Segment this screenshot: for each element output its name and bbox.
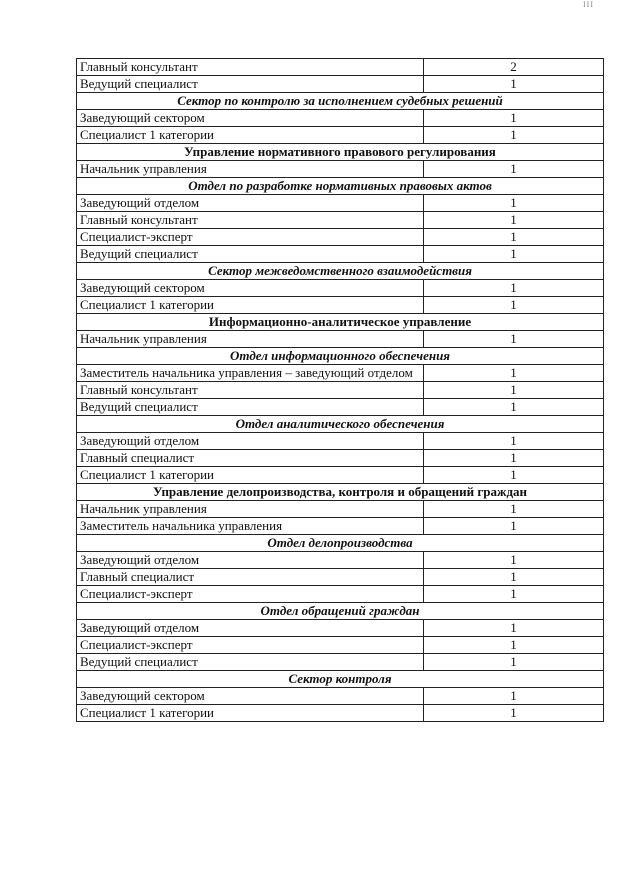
position-count: 1 bbox=[424, 518, 604, 535]
position-count: 1 bbox=[424, 229, 604, 246]
position-name: Начальник управления bbox=[77, 161, 424, 178]
section-title: Управление делопроизводства, контроля и обращений граждан bbox=[77, 484, 604, 501]
position-count: 1 bbox=[424, 195, 604, 212]
position-row bbox=[77, 433, 604, 450]
position-row bbox=[77, 297, 604, 314]
position-row bbox=[77, 229, 604, 246]
position-count: 1 bbox=[424, 382, 604, 399]
section-title: Отдел делопроизводства bbox=[77, 535, 604, 552]
position-count: 1 bbox=[424, 399, 604, 416]
position-name: Ведущий специалист bbox=[77, 76, 424, 93]
position-row bbox=[77, 518, 604, 535]
section-title: Информационно-аналитическое управление bbox=[77, 314, 604, 331]
position-name: Специалист-эксперт bbox=[77, 637, 424, 654]
position-row bbox=[77, 552, 604, 569]
position-row bbox=[77, 161, 604, 178]
position-count: 1 bbox=[424, 688, 604, 705]
position-name: Заместитель начальника управления – заведующий отделом bbox=[77, 365, 424, 382]
position-row bbox=[77, 212, 604, 229]
position-row bbox=[77, 246, 604, 263]
position-row bbox=[77, 586, 604, 603]
position-row bbox=[77, 467, 604, 484]
position-row bbox=[77, 110, 604, 127]
position-name: Главный консультант bbox=[77, 59, 424, 76]
position-count: 1 bbox=[424, 586, 604, 603]
staff-table bbox=[76, 58, 604, 722]
section-header-row bbox=[77, 671, 604, 688]
position-name: Заведующий сектором bbox=[77, 688, 424, 705]
section-title: Управление нормативного правового регулирования bbox=[77, 144, 604, 161]
section-title: Сектор по контролю за исполнением судебных решений bbox=[77, 93, 604, 110]
section-header-row bbox=[77, 416, 604, 433]
position-count: 1 bbox=[424, 110, 604, 127]
position-count: 1 bbox=[424, 620, 604, 637]
section-title: Сектор межведомственного взаимодействия bbox=[77, 263, 604, 280]
position-count: 1 bbox=[424, 654, 604, 671]
position-count: 1 bbox=[424, 331, 604, 348]
position-row bbox=[77, 637, 604, 654]
position-row bbox=[77, 382, 604, 399]
position-name: Специалист 1 категории bbox=[77, 705, 424, 722]
position-name: Главный специалист bbox=[77, 450, 424, 467]
position-count: 1 bbox=[424, 127, 604, 144]
section-title: Отдел информационного обеспечения bbox=[77, 348, 604, 365]
position-row bbox=[77, 620, 604, 637]
position-row bbox=[77, 399, 604, 416]
section-title: Отдел по разработке нормативных правовых актов bbox=[77, 178, 604, 195]
position-name: Специалист 1 категории bbox=[77, 127, 424, 144]
position-name: Ведущий специалист bbox=[77, 399, 424, 416]
position-name: Главный консультант bbox=[77, 382, 424, 399]
position-row bbox=[77, 654, 604, 671]
position-name: Начальник управления bbox=[77, 501, 424, 518]
position-count: 1 bbox=[424, 450, 604, 467]
position-name: Специалист-эксперт bbox=[77, 586, 424, 603]
position-count: 2 bbox=[424, 59, 604, 76]
section-header-row bbox=[77, 263, 604, 280]
position-row bbox=[77, 76, 604, 93]
position-row bbox=[77, 195, 604, 212]
section-header-row bbox=[77, 603, 604, 620]
section-header-row bbox=[77, 535, 604, 552]
position-name: Главный консультант bbox=[77, 212, 424, 229]
section-title: Отдел обращений граждан bbox=[77, 603, 604, 620]
section-header-row bbox=[77, 144, 604, 161]
position-row bbox=[77, 501, 604, 518]
position-name: Специалист-эксперт bbox=[77, 229, 424, 246]
position-name: Начальник управления bbox=[77, 331, 424, 348]
position-row bbox=[77, 331, 604, 348]
position-name: Заведующий сектором bbox=[77, 280, 424, 297]
page-mark: III bbox=[583, 0, 594, 9]
position-name: Заместитель начальника управления bbox=[77, 518, 424, 535]
position-count: 1 bbox=[424, 161, 604, 178]
section-title: Сектор контроля bbox=[77, 671, 604, 688]
position-count: 1 bbox=[424, 501, 604, 518]
section-header-row bbox=[77, 178, 604, 195]
position-count: 1 bbox=[424, 467, 604, 484]
position-row bbox=[77, 280, 604, 297]
position-name: Заведующий отделом bbox=[77, 433, 424, 450]
position-name: Заведующий отделом bbox=[77, 195, 424, 212]
position-row bbox=[77, 450, 604, 467]
position-count: 1 bbox=[424, 365, 604, 382]
position-count: 1 bbox=[424, 637, 604, 654]
position-count: 1 bbox=[424, 246, 604, 263]
position-row bbox=[77, 705, 604, 722]
position-name: Главный специалист bbox=[77, 569, 424, 586]
position-name: Заведующий сектором bbox=[77, 110, 424, 127]
position-count: 1 bbox=[424, 569, 604, 586]
position-name: Заведующий отделом bbox=[77, 552, 424, 569]
position-name: Специалист 1 категории bbox=[77, 297, 424, 314]
position-count: 1 bbox=[424, 280, 604, 297]
position-row bbox=[77, 569, 604, 586]
section-title: Отдел аналитического обеспечения bbox=[77, 416, 604, 433]
section-header-row bbox=[77, 348, 604, 365]
position-row bbox=[77, 688, 604, 705]
section-header-row bbox=[77, 93, 604, 110]
position-count: 1 bbox=[424, 552, 604, 569]
position-count: 1 bbox=[424, 76, 604, 93]
section-header-row bbox=[77, 484, 604, 501]
staff-table-body bbox=[77, 59, 604, 722]
section-header-row bbox=[77, 314, 604, 331]
position-name: Ведущий специалист bbox=[77, 246, 424, 263]
position-count: 1 bbox=[424, 212, 604, 229]
position-name: Ведущий специалист bbox=[77, 654, 424, 671]
position-row bbox=[77, 127, 604, 144]
position-row bbox=[77, 59, 604, 76]
position-count: 1 bbox=[424, 297, 604, 314]
position-name: Специалист 1 категории bbox=[77, 467, 424, 484]
position-name: Заведующий отделом bbox=[77, 620, 424, 637]
position-count: 1 bbox=[424, 433, 604, 450]
position-count: 1 bbox=[424, 705, 604, 722]
position-row bbox=[77, 365, 604, 382]
